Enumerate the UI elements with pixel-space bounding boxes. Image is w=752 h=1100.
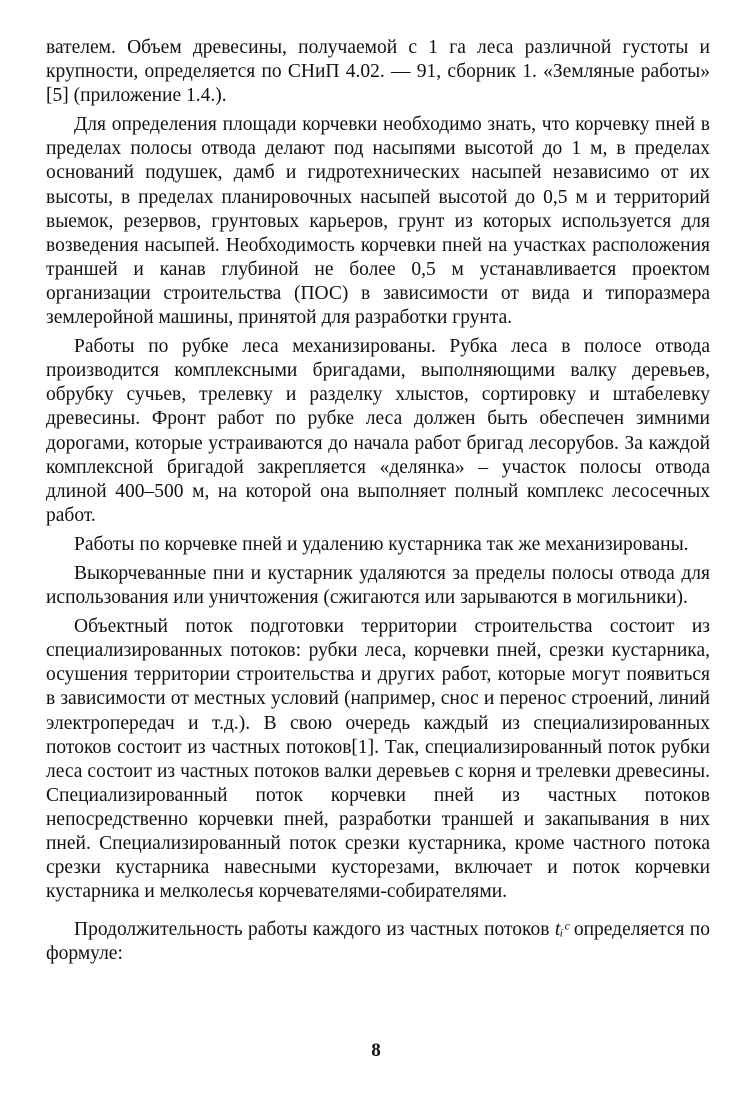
paragraph: Работы по корчевке пней и удалению кустарника так же механизированы.: [74, 533, 689, 555]
duration-symbol: tᵢᶜ: [554, 919, 569, 941]
paragraph: Работы по рубке леса механизированы. Рубка леса в полосе отвода производится комплексными бригадами, выполняющими валку деревьев, обрубку сучьев, трелевку и разделку хлыстов, сортировку и штабелевку древесины. Фронт работ по рубке леса должен быть обеспечен зимними дорогами, которые устраиваются до начала работ бригад лесорубов. За каждой комплексной бригадой закрепляется «делянка» – участок полосы отвода длиной 400–500 м, на которой она выполняет полный комплекс лесосечных работ.: [46, 336, 710, 526]
paragraph: Выкорчеванные пни и кустарник удаляются за пределы полосы отвода для использования или уничтожения (сжигаются или зарываются в могильники).: [46, 562, 710, 609]
formula-intro-end: определяется по формуле:: [46, 919, 710, 965]
paragraph: Объектный поток подготовки территории строительства состоит из специализированных потоков: рубки леса, корчевки пней, срезки кустарника, осушения территории строительства и других работ, которые могут появиться в зависимости от местных условий (например, снос и перенос строений, линий электропередач и т.д.). В свою очередь каждый из специализированных потоков состоит из частных потоков[1]. Так, специализированный поток рубки леса состоит из частных потоков валки деревьев с корня и трелевки древесины. Специализированный поток корчевки пней из частных потоков непосредственно корчевки пней, разработки траншей и закапывания в них пней. Специализированный поток срезки кустарника, кроме частного потока срезки кустарника навесными кусторезами, включает и поток корчевки кустарника и мелколесья корчевателями-собирателями.: [46, 616, 710, 903]
formula-paragraph: [46, 918, 710, 966]
document-page: [46, 36, 710, 971]
formula-intro-text: Продолжительность работы каждого из частных потоков: [74, 919, 555, 941]
paragraph: вателем. Объем древесины, получаемой с 1 га леса различной густоты и крупности, определяется по СНиП 4.02. — 91, сборник 1. «Земляные работы» [5] (приложение 1.4.).: [46, 37, 710, 107]
paragraph: Для определения площади корчевки необходимо знать, что корчевку пней в пределах полосы отвода делают под насыпями высотой до 1 м, в пределах оснований подушек, дамб и гидротехнических насыпей независимо от их высоты, в пределах планировочных насыпей высотой до 0,5 м и территорий выемок, резервов, грунтовых карьеров, грунт из которых используется для возведения насыпей. Необходимость корчевки пней на участках расположения траншей и канав глубиной не более 0,5 м устанавливается проектом организации строительства (ПОС) в зависимости от вида и типоразмера землеройной машины, принятой для разработки грунта.: [46, 114, 710, 329]
page-number: 8: [371, 1040, 381, 1061]
